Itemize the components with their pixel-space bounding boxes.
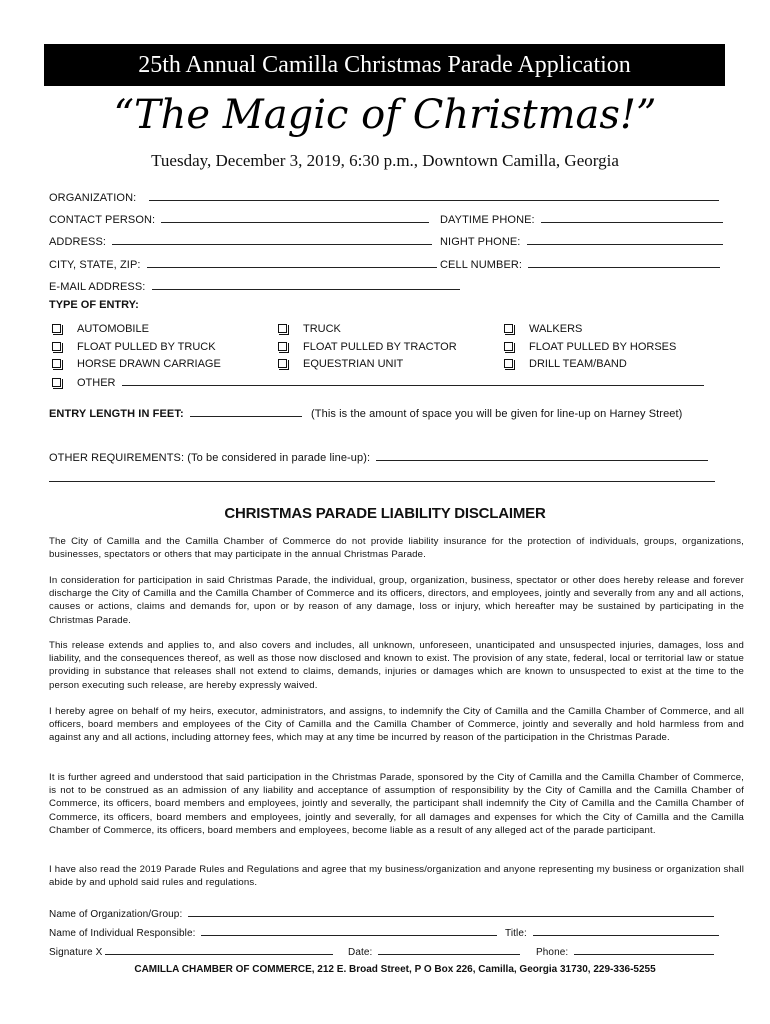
city-state-zip-field[interactable] bbox=[147, 258, 437, 268]
address-label: ADDRESS: bbox=[49, 236, 107, 248]
option-float-truck[interactable]: FLOAT PULLED BY TRUCK bbox=[52, 341, 216, 353]
theme-title: “The Magic of Christmas!” bbox=[113, 92, 657, 138]
title-field[interactable] bbox=[533, 926, 719, 936]
city-state-zip-label: CITY, STATE, ZIP: bbox=[49, 259, 141, 271]
disclaimer-paragraph: It is further agreed and understood that said participation in the Christmas Parade, sponsored by the City of Camilla and the Camilla Chamber of Commerce, is not to be construed as an admission of any liability and acceptance of assumption of responsibility by the City of Camilla and the Camilla Chamber of Commerce, its officers, board members and employees, jointly and severally, the participant shall indemnify the City of Camilla and the Camilla Chamber of Commerce, its officers, board members and employees, jointly and severally, for all damages and expenses for which the City of Camilla and the Camilla Chamber of Commerce, its officers, board members and employees, become liable as a result of any alleged act of the parade participant. bbox=[49, 772, 744, 836]
email-field[interactable] bbox=[152, 280, 460, 290]
other-requirements-label: OTHER REQUIREMENTS: (To be considered in parade line-up): bbox=[49, 452, 371, 464]
entry-length-field[interactable] bbox=[190, 407, 302, 417]
email-row bbox=[49, 280, 460, 293]
contact-person-label: CONTACT PERSON: bbox=[49, 214, 156, 226]
individual-field[interactable] bbox=[201, 926, 497, 936]
checkbox-icon[interactable] bbox=[278, 359, 287, 368]
other-requirements-field[interactable] bbox=[376, 451, 708, 461]
night-phone-label: NIGHT PHONE: bbox=[440, 236, 521, 248]
cell-number-row bbox=[440, 258, 720, 271]
cell-number-label: CELL NUMBER: bbox=[440, 259, 523, 271]
type-of-entry-heading: TYPE OF ENTRY: bbox=[49, 299, 139, 311]
checkbox-icon[interactable] bbox=[52, 324, 61, 333]
option-float-horses[interactable]: FLOAT PULLED BY HORSES bbox=[504, 341, 676, 353]
address-field[interactable] bbox=[112, 235, 432, 245]
signature-field[interactable] bbox=[105, 945, 333, 955]
address-row bbox=[49, 235, 432, 248]
option-float-tractor[interactable]: FLOAT PULLED BY TRACTOR bbox=[278, 341, 457, 353]
option-equestrian[interactable]: EQUESTRIAN UNIT bbox=[278, 358, 403, 370]
signature-label: Signature X bbox=[49, 947, 103, 958]
night-phone-row bbox=[440, 235, 723, 248]
option-walkers[interactable]: WALKERS bbox=[504, 323, 582, 335]
night-phone-field[interactable] bbox=[527, 235, 723, 245]
daytime-phone-row bbox=[440, 213, 723, 226]
org-group-field[interactable] bbox=[188, 907, 714, 917]
checkbox-icon[interactable] bbox=[52, 378, 61, 387]
phone-field[interactable] bbox=[574, 945, 714, 955]
other-requirements-row bbox=[49, 451, 708, 464]
organization-label: ORGANIZATION: bbox=[49, 192, 137, 204]
other-requirements-row-2 bbox=[49, 472, 715, 485]
daytime-phone-label: DAYTIME PHONE: bbox=[440, 214, 535, 226]
date-label: Date: bbox=[348, 947, 373, 958]
entry-length-note: (This is the amount of space you will be given for line-up on Harney Street) bbox=[311, 408, 683, 420]
daytime-phone-field[interactable] bbox=[541, 213, 723, 223]
phone-label: Phone: bbox=[536, 947, 569, 958]
organization-row bbox=[49, 191, 719, 204]
org-group-label: Name of Organization/Group: bbox=[49, 909, 183, 920]
footer-address: CAMILLA CHAMBER OF COMMERCE, 212 E. Broad Street, P O Box 226, Camilla, Georgia 31730, 229-336-5255 bbox=[134, 964, 656, 975]
contact-person-field[interactable] bbox=[161, 213, 429, 223]
disclaimer-title: CHRISTMAS PARADE LIABILITY DISCLAIMER bbox=[224, 505, 546, 522]
disclaimer-paragraph: I hereby agree on behalf of my heirs, executor, administrators, and assigns, to indemnify the City of Camilla and the Camilla Chamber of Commerce, and all officers, board members and employees of the City of Camilla and the Camilla Chamber of Commerce, jointly and severally and hold harmless from and against any and all actions, including attorney fees, which may at any time be incurred by reason of the participation in the Christmas Parade. bbox=[49, 706, 744, 744]
other-requirements-field-2[interactable] bbox=[49, 472, 715, 482]
option-automobile[interactable]: AUTOMOBILE bbox=[52, 323, 149, 335]
checkbox-icon[interactable] bbox=[278, 342, 287, 351]
option-truck[interactable]: TRUCK bbox=[278, 323, 341, 335]
option-other[interactable]: OTHER bbox=[52, 376, 704, 389]
individual-label: Name of Individual Responsible: bbox=[49, 928, 196, 939]
city-state-zip-row bbox=[49, 258, 437, 271]
entry-length-label: ENTRY LENGTH IN FEET: bbox=[49, 408, 184, 420]
form-banner: 25th Annual Camilla Christmas Parade Application bbox=[44, 44, 725, 86]
checkbox-icon[interactable] bbox=[504, 324, 513, 333]
contact-person-row bbox=[49, 213, 429, 226]
signature-row bbox=[49, 945, 333, 958]
checkbox-icon[interactable] bbox=[52, 342, 61, 351]
cell-number-field[interactable] bbox=[528, 258, 720, 268]
other-field[interactable] bbox=[122, 376, 704, 386]
disclaimer-paragraph: In consideration for participation in said Christmas Parade, the individual, group, organization, business, spectator or other does hereby release and forever discharge the City of Camilla and the Camilla Chamber of Commerce and its officers, directors, and employees, jointly and severally from any and all actions, causes or actions, claims and demands for, upon or by reason of any damage, loss or injury, which hereafter may be sustained by participating in the Christmas Parade. bbox=[49, 575, 744, 626]
title-row bbox=[505, 926, 719, 939]
email-label: E-MAIL ADDRESS: bbox=[49, 281, 146, 293]
org-group-row bbox=[49, 907, 714, 920]
option-drill-team[interactable]: DRILL TEAM/BAND bbox=[504, 358, 627, 370]
individual-row bbox=[49, 926, 497, 939]
title-label: Title: bbox=[505, 928, 527, 939]
disclaimer-paragraph: I have also read the 2019 Parade Rules and Regulations and agree that my business/organization and anyone representing my business or organization shall abide by and uphold said rules and regulations. bbox=[49, 864, 744, 889]
checkbox-icon[interactable] bbox=[278, 324, 287, 333]
date-field[interactable] bbox=[378, 945, 520, 955]
disclaimer-paragraph: The City of Camilla and the Camilla Chamber of Commerce do not provide liability insurance for the protection of individuals, groups, organizations, businesses, spectators or others that may participate in the annual Christmas Parade. bbox=[49, 536, 744, 561]
event-details: Tuesday, December 3, 2019, 6:30 p.m., Downtown Camilla, Georgia bbox=[151, 151, 619, 170]
date-row bbox=[348, 945, 520, 958]
checkbox-icon[interactable] bbox=[52, 359, 61, 368]
disclaimer-paragraph: This release extends and applies to, and also covers and includes, all unknown, unforeseen, unanticipated and unsuspected injuries, damages, loss and liability, and the consequences thereof, as well as those now disclosed and known to exist. The provision of any state, federal, local or territorial law or statue providing in substance that releases shall not extend to claims, demands, injuries or damages which are known to unsuspected to exist at the time to the person executing such release, are hereby expressly waived. bbox=[49, 640, 744, 691]
organization-field[interactable] bbox=[149, 191, 719, 201]
option-horse-carriage[interactable]: HORSE DRAWN CARRIAGE bbox=[52, 358, 221, 370]
checkbox-icon[interactable] bbox=[504, 342, 513, 351]
phone-row bbox=[536, 945, 714, 958]
entry-length-row bbox=[49, 407, 682, 420]
checkbox-icon[interactable] bbox=[504, 359, 513, 368]
